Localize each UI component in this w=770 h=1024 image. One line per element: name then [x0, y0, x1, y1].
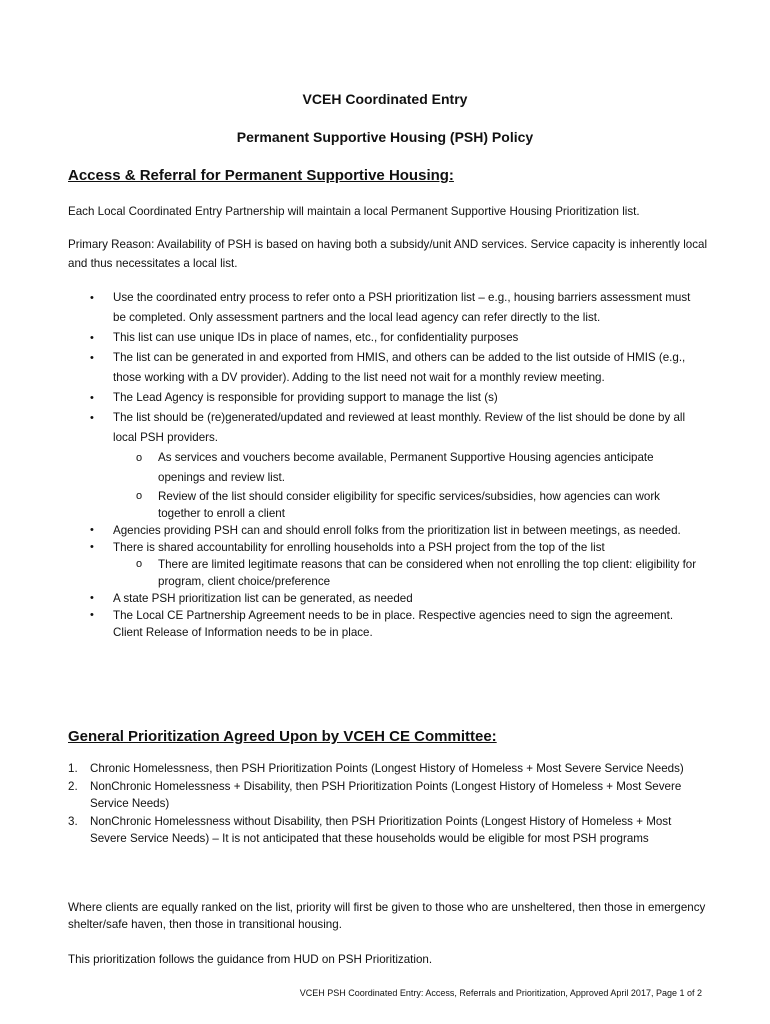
numbered-item-text: NonChronic Homelessness without Disability, then PSH Prioritization Points (Longest History of Homeless + Most Severe Service Needs) – It is not anticipated that these households would be eligible for most PSH programs: [90, 814, 672, 845]
bullet-list: [68, 288, 703, 641]
circle-bullet-icon: o: [136, 452, 143, 464]
item-number: 3.: [68, 814, 78, 828]
list-item: [68, 348, 703, 388]
circle-bullet-icon: o: [136, 558, 143, 570]
paragraph-equal-rank: Where clients are equally ranked on the list, priority will first be given to those who are unsheltered, then those in emergency shelter/safe haven, then those in transitional housing.: [68, 901, 706, 931]
list-item-text: Agencies providing PSH can and should enroll folks from the prioritization list in between meetings, as needed.: [113, 524, 681, 537]
sub-list-item-text: As services and vouchers become available, Permanent Supportive Housing agencies anticipate openings and review list.: [158, 451, 654, 484]
sub-list-item: [68, 448, 703, 488]
bullet-icon: •: [90, 524, 94, 536]
numbered-item-text: Chronic Homelessness, then PSH Prioritization Points (Longest History of Homeless + Most Severe Service Needs): [90, 762, 684, 775]
numbered-item: [68, 813, 710, 848]
section-heading-access-referral: Access & Referral for Permanent Supportive Housing:: [68, 167, 454, 184]
sub-list-item-text: There are limited legitimate reasons that can be considered when not enrolling the top client: eligibility for program, client choice/preference: [158, 558, 697, 588]
bullet-icon: •: [90, 592, 94, 604]
numbered-item-text: NonChronic Homelessness + Disability, then PSH Prioritization Points (Longest History of Homeless + Most Severe Service Needs): [90, 779, 682, 810]
list-item: [68, 328, 703, 348]
sub-list-item: [68, 488, 703, 522]
sub-list-item-text: Review of the list should consider eligibility for specific services/subsidies, how agencies can work together to enroll a client: [158, 490, 660, 520]
document-subtitle: Permanent Supportive Housing (PSH) Policy: [236, 129, 534, 145]
document-title: VCEH Coordinated Entry: [302, 91, 468, 107]
item-number: 1.: [68, 762, 78, 775]
sub-list-item: [68, 556, 703, 590]
bullet-icon: •: [90, 292, 94, 304]
bullet-icon: •: [90, 412, 94, 424]
paragraph-primary-reason: Primary Reason: Availability of PSH is based on having both a subsidy/unit AND services. Service capacity is inherently local and thus necessitates a local list.: [68, 238, 708, 270]
list-item-text: The list can be generated in and exported from HMIS, and others can be added to the list outside of HMIS (e.g., those working with a DV provider). Adding to the list need not wait for a monthly review meeting.: [113, 351, 686, 384]
list-item-text: The Local CE Partnership Agreement needs to be in place. Respective agencies need to sign the agreement. Client Release of Information needs to be in place.: [113, 609, 674, 639]
list-item: [68, 388, 703, 408]
list-item: [68, 522, 703, 539]
item-number: 2.: [68, 779, 78, 793]
list-item: [68, 288, 703, 328]
bullet-icon: •: [90, 352, 94, 364]
list-item-text: A state PSH prioritization list can be generated, as needed: [113, 592, 413, 605]
paragraph-hud-guidance: This prioritization follows the guidance from HUD on PSH Prioritization.: [68, 953, 433, 966]
list-item: [68, 607, 703, 641]
list-item-text: There is shared accountability for enrolling households into a PSH project from the top of the list: [113, 541, 605, 554]
paragraph-local-list: Each Local Coordinated Entry Partnership will maintain a local Permanent Supportive Housing Prioritization list.: [68, 205, 640, 218]
list-item-text: Use the coordinated entry process to refer onto a PSH prioritization list – e.g., housing barriers assessment must be completed. Only assessment partners and the local lead agency can refer directly to the list.: [113, 291, 691, 324]
bullet-icon: •: [90, 332, 94, 344]
section-heading-general-prioritization: General Prioritization Agreed Upon by VCEH CE Committee:: [68, 728, 497, 745]
numbered-item: [68, 760, 710, 778]
numbered-list: [68, 760, 710, 848]
bullet-icon: •: [90, 541, 94, 553]
list-item: [68, 408, 703, 448]
numbered-item: [68, 778, 710, 813]
list-item-text: The list should be (re)generated/updated and reviewed at least monthly. Review of the list should be done by all local PSH providers.: [113, 411, 686, 444]
bullet-icon: •: [90, 609, 94, 621]
list-item-text: The Lead Agency is responsible for providing support to manage the list (s): [113, 391, 498, 404]
list-item-text: This list can use unique IDs in place of names, etc., for confidentiality purposes: [113, 331, 519, 344]
page-footer: VCEH PSH Coordinated Entry: Access, Referrals and Prioritization, Approved April 2017, Page 1 of 2: [299, 988, 702, 998]
list-item: [68, 539, 703, 556]
circle-bullet-icon: o: [136, 490, 143, 502]
bullet-icon: •: [90, 392, 94, 404]
list-item: [68, 590, 703, 607]
